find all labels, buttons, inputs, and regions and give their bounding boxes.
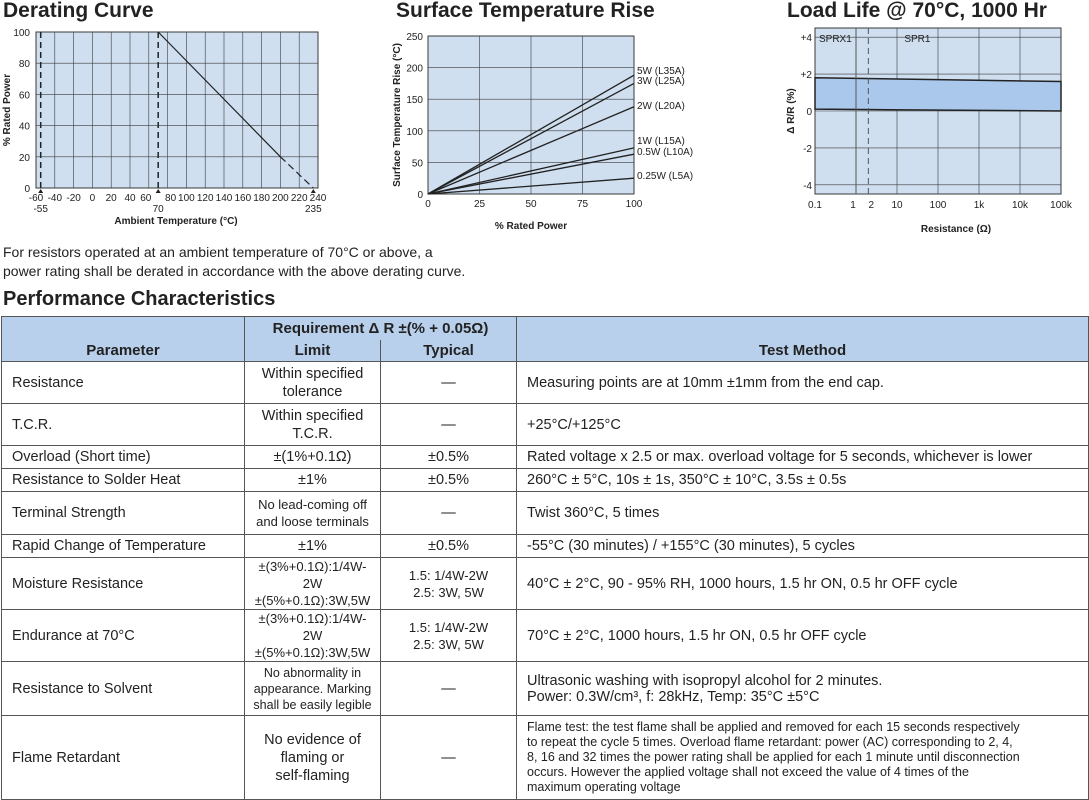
load-life-chart: [780, 22, 1085, 247]
x-tick-label: 220: [290, 193, 308, 204]
y-tick-label: 100: [406, 126, 423, 138]
x-tick-label: 100: [625, 199, 643, 210]
surface-temp-chart: [385, 22, 715, 237]
limit-cell: [245, 662, 381, 716]
x-tick-label: -20: [66, 193, 81, 204]
y-tick-label: 40: [18, 121, 30, 133]
test-method-cell-line: Power: 0.3W/cm³, f: 28kHz, Temp: 35°C ±5°C: [527, 688, 820, 705]
typical-cell-line: 2.5: 3W, 5W: [413, 636, 484, 652]
test-method-cell: [517, 716, 1089, 800]
typical-cell-line: —: [441, 680, 456, 697]
table-row: [2, 362, 1089, 404]
table-row: [2, 558, 1089, 610]
limit-cell: [245, 469, 381, 492]
x-tick-label: 0: [89, 193, 96, 204]
derating-chart-title: Derating Curve: [3, 0, 154, 22]
typical-cell-line: —: [441, 505, 456, 521]
y-tick-label: 200: [406, 63, 423, 75]
x-tick-label: 0.1: [808, 200, 822, 211]
x-tick-label: 25: [473, 199, 486, 210]
series-label: 0.25W (L5A): [637, 171, 694, 182]
test-method-cell-line: occurs. However the applied voltage shall not exceed the value of 4 times of the: [527, 765, 969, 779]
parameter-cell: T.C.R.: [2, 404, 245, 446]
x-axis-label: Resistance (Ω): [920, 224, 992, 235]
x-axis-label: % Rated Power: [494, 221, 568, 232]
y-axis-label: Surface Temperature Rise (°C): [392, 43, 403, 187]
limit-cell-line: ±1%: [298, 472, 327, 488]
x-tick-label: 100k: [1050, 200, 1072, 211]
x-extra-tick-label: -55: [33, 204, 48, 215]
x-tick-label: 80: [165, 193, 177, 204]
performance-table: [1, 316, 1089, 800]
y-tick-label: 20: [18, 152, 30, 164]
typical-cell: [381, 469, 517, 492]
parameter-cell: Resistance to Solvent: [2, 662, 245, 716]
parameter-cell: Rapid Change of Temperature: [2, 535, 245, 558]
limit-cell-line: shall be easily legible: [253, 697, 372, 712]
table-row: [2, 610, 1089, 662]
limit-cell-line: No abnormality in: [263, 665, 362, 680]
typical-cell-line: —: [441, 416, 456, 433]
typical-cell: [381, 404, 517, 446]
typical-cell-line: —: [441, 749, 456, 766]
typical-cell-line: 2.5: 3W, 5W: [413, 584, 484, 600]
series-label: 5W (L35A): [637, 66, 685, 77]
x-tick-label: 180: [253, 193, 270, 204]
x-tick-label: 1: [850, 200, 856, 211]
parameter-cell: Terminal Strength: [2, 492, 245, 535]
header-typical: Typical: [381, 340, 517, 362]
header-limit: Limit: [245, 340, 381, 362]
typical-cell: [381, 492, 517, 535]
limit-cell: [245, 362, 381, 404]
x-tick-label: 240: [309, 193, 327, 204]
y-tick-label: +4: [800, 33, 812, 45]
limit-cell-line: tolerance: [282, 383, 343, 400]
x-tick-label: 120: [196, 193, 214, 204]
x-tick-label: 160: [234, 193, 252, 204]
typical-cell-line: —: [441, 374, 456, 391]
typical-cell: [381, 610, 517, 662]
y-tick-label: +2: [800, 70, 812, 82]
series-label: 1W (L15A): [637, 136, 685, 147]
limit-cell-line: flaming or: [280, 749, 345, 766]
y-axis-label: Δ R/R (%): [786, 88, 797, 134]
typical-cell-line: 1.5: 1/4W-2W: [408, 619, 489, 635]
test-method-cell-line: 260°C ± 5°C, 10s ± 1s, 350°C ± 10°C, 3.5s ± 0.5s: [527, 472, 847, 488]
load-life-chart-title: Load Life @ 70°C, 1000 Hr: [787, 0, 1047, 22]
test-method-cell: [517, 535, 1089, 558]
limit-cell-line: ±(5%+0.1Ω):3W,5W: [254, 593, 371, 608]
derating-note: [3, 243, 465, 281]
x-tick-label: 20: [105, 193, 117, 204]
limit-cell-line: Within specified: [261, 365, 364, 382]
limit-cell-line: ±(1%+0.1Ω): [273, 449, 352, 465]
test-method-cell: [517, 492, 1089, 535]
table-row: [2, 662, 1089, 716]
limit-cell-line: appearance. Marking: [253, 681, 372, 696]
test-method-cell-line: +25°C/+125°C: [527, 416, 621, 433]
tick-marker: [156, 189, 161, 193]
parameter-cell: Endurance at 70°C: [2, 610, 245, 662]
x-tick-label: 1k: [973, 200, 985, 211]
header-parameter: Parameter: [2, 317, 245, 362]
typical-cell: [381, 716, 517, 800]
limit-cell: [245, 535, 381, 558]
x-axis-label: Ambient Temperature (°C): [114, 216, 238, 227]
test-method-cell: [517, 404, 1089, 446]
test-method-cell-line: Ultrasonic washing with isopropyl alcohol for 2 minutes.: [527, 672, 883, 689]
test-method-cell-line: Flame test: the test flame shall be applied and removed for each 15 seconds respectively: [527, 720, 1020, 734]
x-extra-tick-label: 235: [304, 204, 322, 215]
y-tick-label: 100: [13, 28, 30, 39]
parameter-cell: Resistance to Solder Heat: [2, 469, 245, 492]
limit-cell-line: ±(3%+0.1Ω):1/4W-2W: [258, 611, 367, 643]
table-row: [2, 446, 1089, 469]
test-method-cell: [517, 362, 1089, 404]
x-tick-label: 40: [124, 193, 136, 204]
typical-cell: [381, 362, 517, 404]
test-method-cell-line: Measuring points are at 10mm ±1mm from the end cap.: [527, 374, 884, 391]
limit-cell-line: ±1%: [298, 538, 327, 554]
limit-cell-line: No evidence of: [264, 731, 361, 748]
test-method-cell-line: 70°C ± 2°C, 1000 hours, 1.5 hr ON, 0.5 hr OFF cycle: [527, 627, 867, 644]
series-label: 3W (L25A): [637, 76, 685, 87]
test-method-cell: [517, 558, 1089, 610]
derating-note-line: power rating shall be derated in accordance with the above derating curve.: [3, 263, 466, 279]
x-tick-label: 200: [272, 193, 289, 204]
table-row: [2, 469, 1089, 492]
test-method-cell: [517, 446, 1089, 469]
test-method-cell: [517, 469, 1089, 492]
header-test-method: Test Method: [517, 317, 1089, 362]
limit-cell-line: ±(3%+0.1Ω):1/4W-2W: [258, 559, 367, 591]
test-method-cell-line: maximum operating voltage: [527, 780, 681, 794]
y-axis-label: % Rated Power: [2, 73, 13, 147]
test-method-cell-line: 40°C ± 2°C, 90 - 95% RH, 1000 hours, 1.5 hr ON, 0.5 hr OFF cycle: [527, 575, 958, 592]
tick-marker: [311, 189, 316, 193]
tick-marker: [38, 189, 43, 193]
typical-cell-line: 1.5: 1/4W-2W: [408, 567, 489, 583]
x-tick-label: 100: [178, 193, 195, 204]
y-tick-label: 0: [24, 184, 30, 195]
y-tick-label: 150: [406, 95, 423, 107]
limit-cell-line: ±(5%+0.1Ω):3W,5W: [254, 645, 371, 660]
typical-cell-line: ±0.5%: [427, 538, 469, 554]
x-tick-label: -40: [47, 193, 63, 204]
limit-cell-line: self-flaming: [275, 767, 350, 784]
series-label: 2W (L20A): [637, 101, 685, 112]
table-row: [2, 492, 1089, 535]
x-tick-label: 100: [929, 200, 947, 211]
plot-area: [36, 32, 318, 188]
surface-temp-chart-title: Surface Temperature Rise: [396, 0, 655, 22]
x-tick-label: 2: [868, 200, 875, 211]
x-tick-label: 60: [140, 193, 152, 204]
y-tick-label: 0: [806, 107, 812, 118]
derating-chart: [0, 22, 345, 244]
region-label: SPR1: [904, 34, 931, 45]
header-requirement: Requirement Δ R ±(% + 0.05Ω): [245, 317, 517, 340]
parameter-cell: Flame Retardant: [2, 716, 245, 800]
y-tick-label: 50: [411, 158, 423, 170]
limit-cell-line: T.C.R.: [292, 425, 333, 442]
test-method-cell-line: Twist 360°C, 5 times: [527, 505, 660, 521]
table-row: [2, 535, 1089, 558]
typical-cell: [381, 558, 517, 610]
limit-cell: [245, 492, 381, 535]
limit-cell-line: Within specified: [261, 407, 364, 424]
y-tick-label: 250: [406, 32, 423, 43]
y-tick-label: 80: [18, 59, 30, 71]
x-tick-label: 75: [576, 199, 589, 210]
x-tick-label: -60: [28, 193, 44, 204]
limit-cell: [245, 404, 381, 446]
limit-cell-line: and loose terminals: [256, 514, 369, 529]
typical-cell-line: ±0.5%: [427, 472, 469, 488]
x-tick-label: 0: [425, 199, 431, 210]
table-row: [2, 716, 1089, 800]
limit-cell: [245, 716, 381, 800]
y-tick-label: 60: [18, 90, 30, 102]
y-tick-label: -4: [803, 180, 812, 192]
x-tick-label: 50: [525, 199, 537, 210]
y-tick-label: 0: [417, 190, 423, 201]
parameter-cell: Resistance: [2, 362, 245, 404]
load-life-band: [815, 78, 1061, 111]
x-tick-label: 10k: [1011, 200, 1029, 211]
x-tick-label: 140: [215, 193, 233, 204]
table-row: [2, 404, 1089, 446]
typical-cell: [381, 662, 517, 716]
test-method-cell-line: to repeat the cycle 5 times. Overload flame retardant: power (AC) corresponding to 2, 4,: [527, 735, 1013, 749]
y-tick-label: -2: [803, 143, 812, 155]
region-label: SPRX1: [819, 34, 852, 45]
parameter-cell: Overload (Short time): [2, 446, 245, 469]
limit-cell: [245, 610, 381, 662]
series-label: 0.5W (L10A): [637, 147, 694, 158]
parameter-cell: Moisture Resistance: [2, 558, 245, 610]
typical-cell-line: ±0.5%: [427, 449, 469, 465]
typical-cell: [381, 535, 517, 558]
test-method-cell: [517, 662, 1089, 716]
typical-cell: [381, 446, 517, 469]
x-tick-label: 10: [891, 200, 903, 211]
test-method-cell-line: -55°C (30 minutes) / +155°C (30 minutes), 5 cycles: [527, 538, 855, 554]
x-extra-tick-label: 70: [152, 204, 164, 215]
test-method-cell-line: 8, 16 and 32 times the power rating shall be applied for each 1 minute until disconnection: [527, 750, 1020, 764]
derating-note-line: For resistors operated at an ambient temperature of 70°C or above, a: [3, 244, 433, 260]
limit-cell: [245, 558, 381, 610]
test-method-cell: [517, 610, 1089, 662]
limit-cell: [245, 446, 381, 469]
limit-cell-line: No lead-coming off: [258, 497, 367, 512]
performance-heading: Performance Characteristics: [3, 288, 276, 310]
test-method-cell-line: Rated voltage x 2.5 or max. overload voltage for 5 seconds, whichever is lower: [527, 449, 1033, 465]
